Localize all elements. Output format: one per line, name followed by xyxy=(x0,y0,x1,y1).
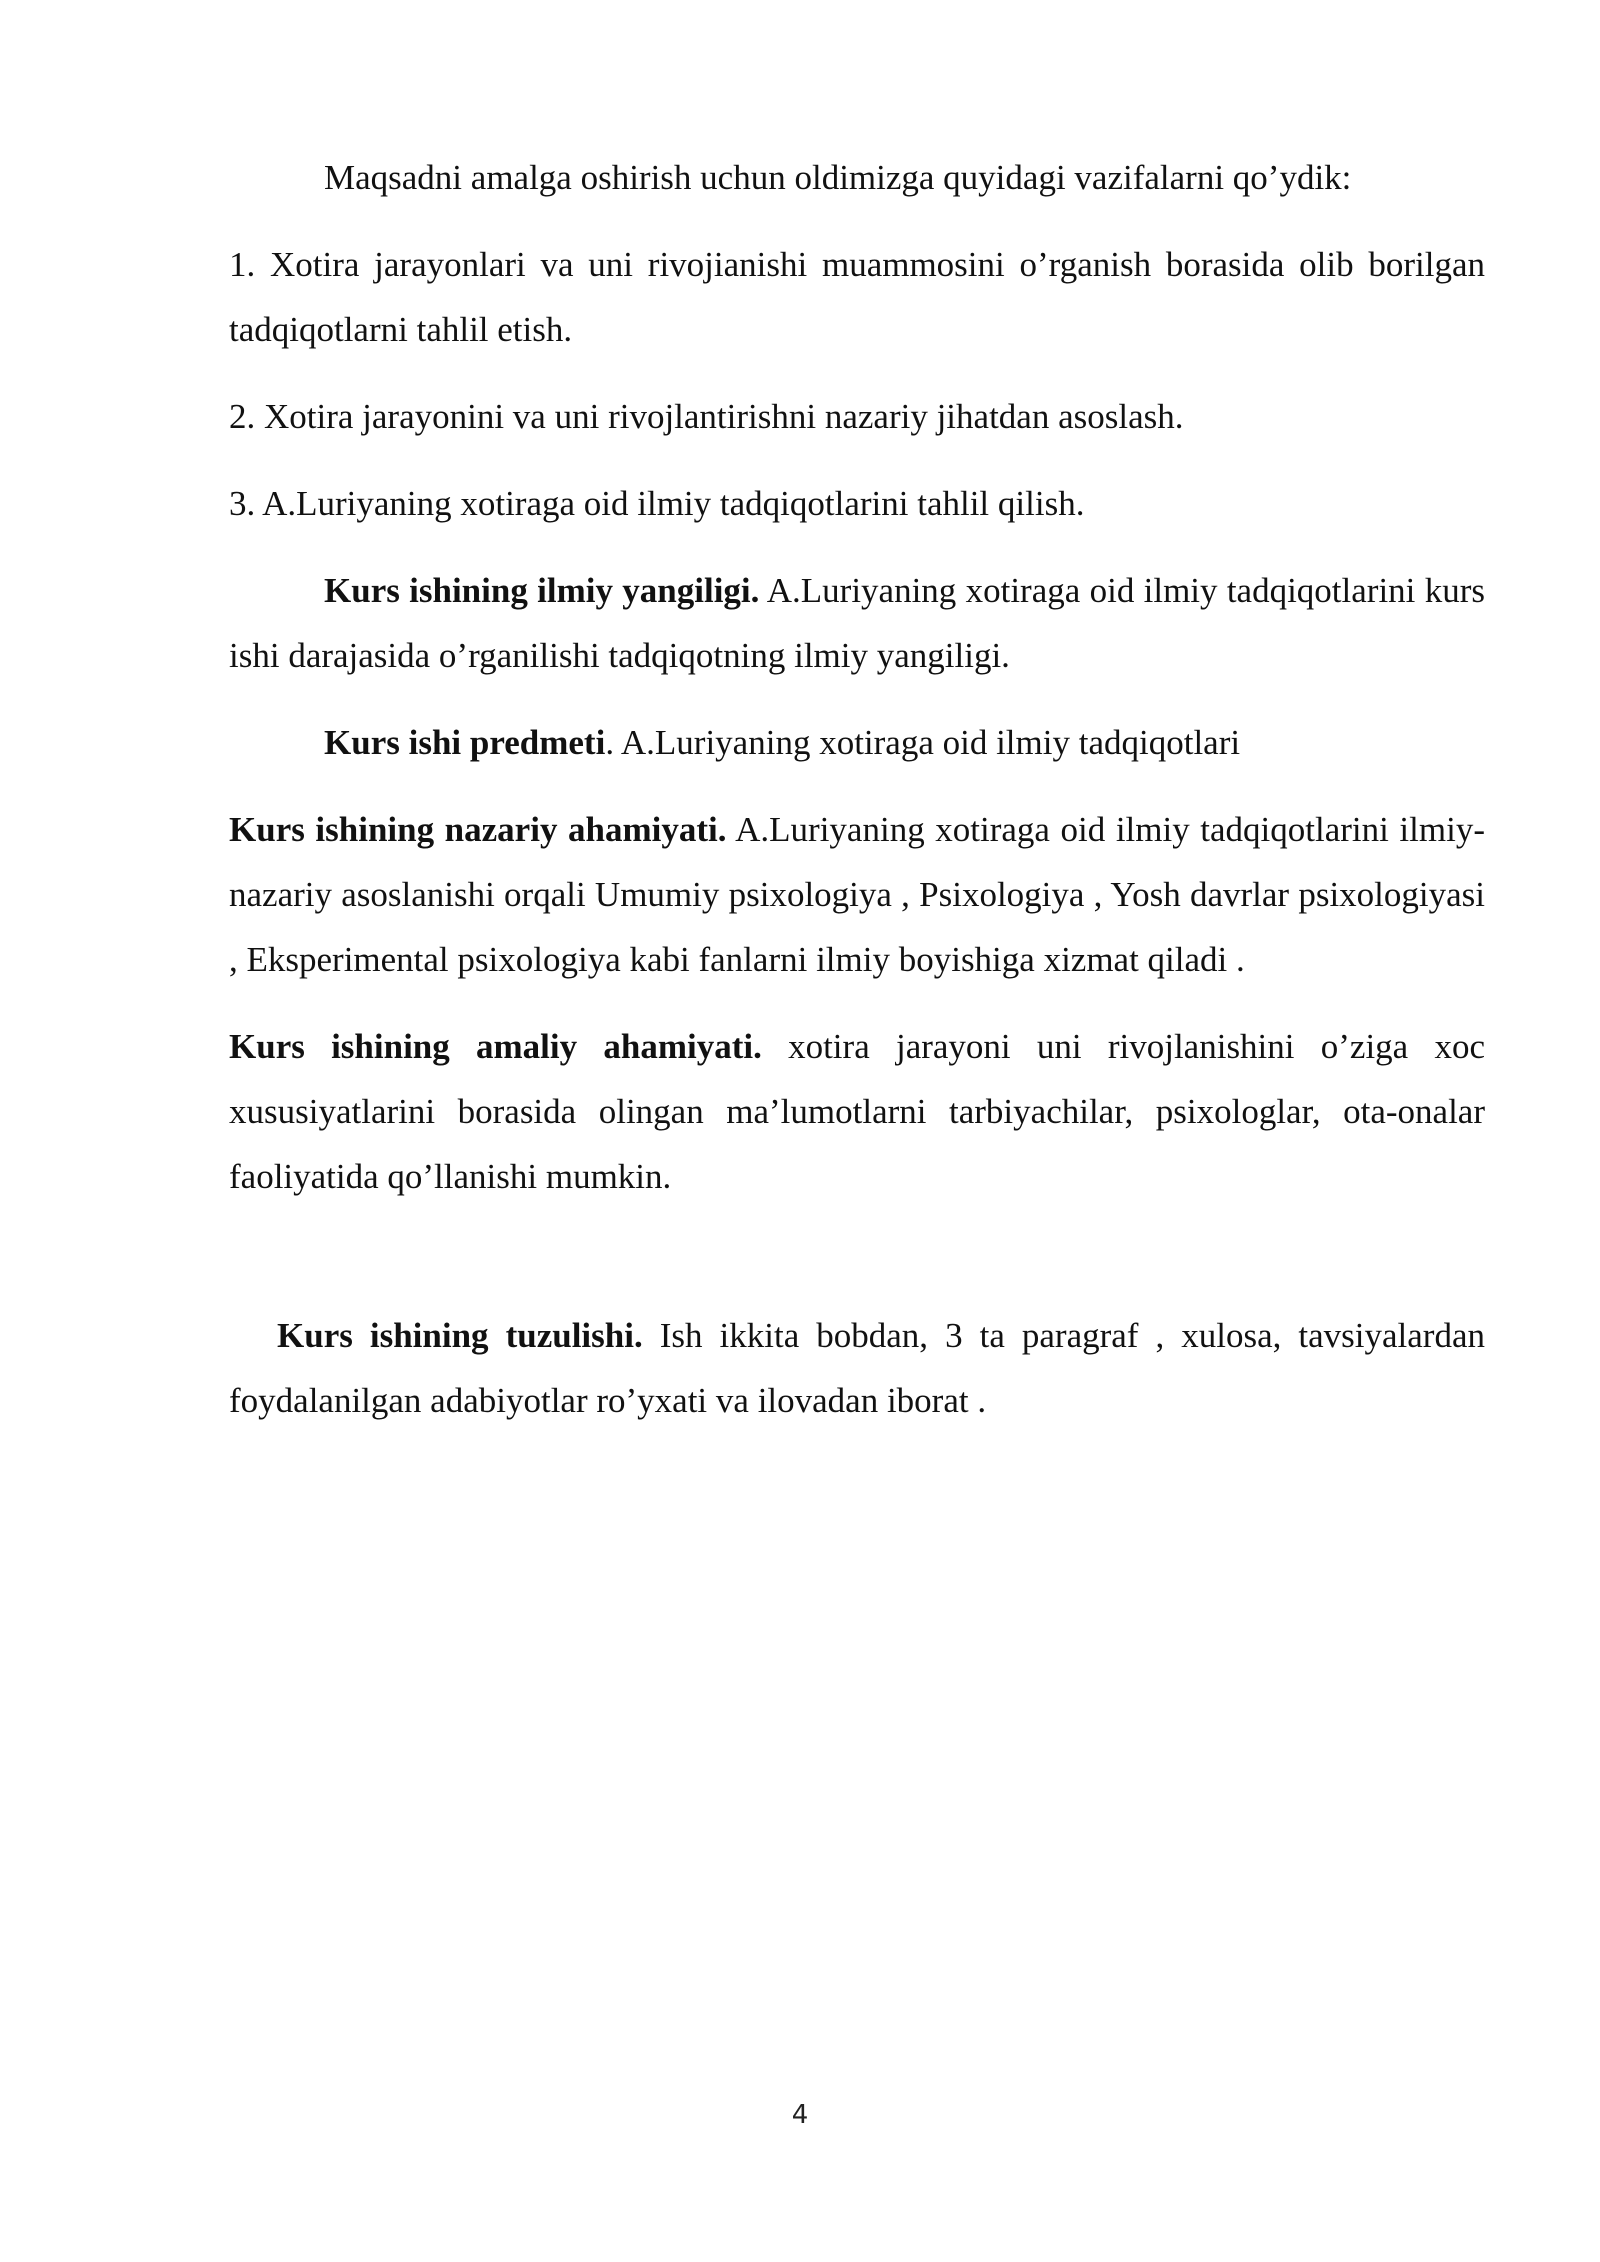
practical-label: Kurs ishining amaliy ahamiyati. xyxy=(229,1027,762,1066)
subject-paragraph xyxy=(229,710,1485,775)
subject-label: Kurs ishi predmeti xyxy=(324,723,606,762)
task-item-1: 1. Xotira jarayonlari va uni rivojianishi muammosini o’rganish borasida olib borilgan tadqiqotlarni tahlil etish. xyxy=(229,245,1485,349)
subject-text: . A.Luriyaning xotiraga oid ilmiy tadqiqotlari xyxy=(605,723,1241,762)
task-item-2: 2. Xotira jarayonini va uni rivojlantirishni nazariy jihatdan asoslash. xyxy=(229,397,1184,436)
practical-text: xotira jarayoni uni rivojlanishini o’ziga xoc xususiyatlarini borasida olingan ma’lumotlarni tarbiyachilar, psixologlar, ota-onalar faoliyatida qo’llanishi mumkin. xyxy=(229,1027,1485,1196)
task-item-3: 3. A.Luriyaning xotiraga oid ilmiy tadqiqotlarini tahlil qilish. xyxy=(229,484,1085,523)
structure-label: Kurs ishining tuzulishi. xyxy=(277,1316,643,1355)
intro-paragraph: Maqsadni amalga oshirish uchun oldimizga quyidagi vazifalarni qo’ydik: xyxy=(324,158,1352,197)
theoretical-label: Kurs ishining nazariy ahamiyati. xyxy=(229,810,727,849)
theoretical-paragraph xyxy=(229,797,1485,992)
practical-paragraph xyxy=(229,1014,1485,1209)
theoretical-text: A.Luriyaning xotiraga oid ilmiy tadqiqotlarini ilmiy-nazariy asoslanishi orqali Umumiy psixologiya , Psixologiya , Yosh davrlar psixologiyasi , Eksperimental psixologiya kabi fanlarni ilmiy boyishiga xizmat qiladi . xyxy=(229,810,1485,979)
document-body xyxy=(229,145,1485,1455)
blank-space xyxy=(229,1231,1485,1303)
novelty-text: A.Luriyaning xotiraga oid ilmiy tadqiqotlarini kurs ishi darajasida o’rganilishi tadqiqotning ilmiy yangiligi. xyxy=(229,571,1485,675)
page-number: 4 xyxy=(791,2100,809,2130)
structure-paragraph xyxy=(229,1303,1485,1433)
structure-text: Ish ikkita bobdan, 3 ta paragraf , xulosa, tavsiyalardan foydalanilgan adabiyotlar ro’yxati va ilovadan iborat . xyxy=(229,1316,1485,1420)
novelty-label: Kurs ishining ilmiy yangiligi. xyxy=(324,571,760,610)
novelty-paragraph xyxy=(229,558,1485,688)
